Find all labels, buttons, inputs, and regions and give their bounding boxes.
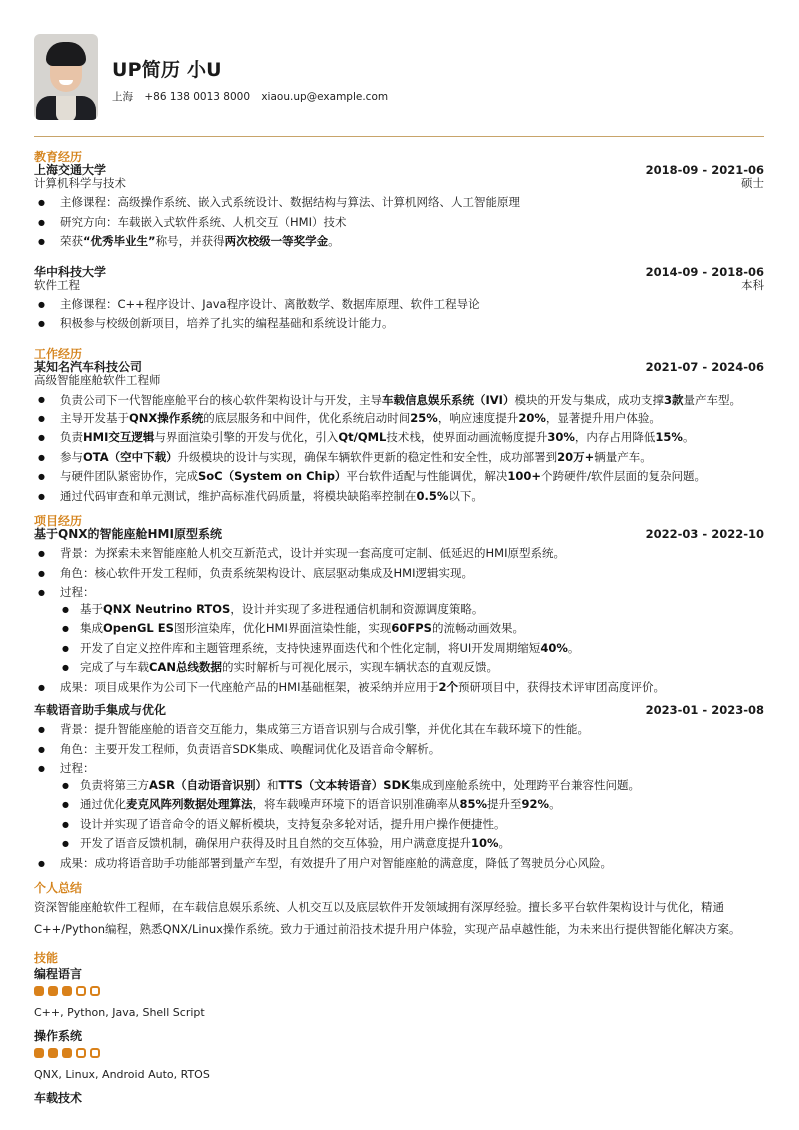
resume-header xyxy=(34,34,764,120)
entry-date: 2018-09 - 2021-06 xyxy=(645,163,764,177)
sub-bullet-list xyxy=(60,776,764,854)
profile-photo xyxy=(34,34,98,120)
list-item: ● 背景：为探索未来智能座舱人机交互新范式，设计并实现一套高度可定制、低延迟的HMI原型系统。 xyxy=(60,544,764,564)
list-item: ● 成果：项目成果作为公司下一代座舱产品的HMI基础框架，被采纳并应用于2个预研项目中，获得技术评审团高度评价。 xyxy=(60,678,764,698)
skill-detail: C++, Python, Java, Shell Script xyxy=(34,1006,205,1019)
work-section xyxy=(34,348,764,507)
list-item xyxy=(60,759,764,854)
contact-email[interactable]: xiaou.up@example.com xyxy=(261,90,389,103)
rating-dot-filled-icon xyxy=(62,1048,72,1058)
list-item: ● 主导开发基于QNX操作系统的底层服务和中间件，优化系统启动时间25%，响应速度提升20%，显著提升用户体验。 xyxy=(60,409,764,429)
project-name: 车载语音助手集成与优化 xyxy=(34,703,167,717)
entry-date: 2022-03 - 2022-10 xyxy=(645,527,764,541)
bullet-list xyxy=(34,720,764,873)
candidate-name: UP简历 小U xyxy=(112,58,222,81)
section-title-summary: 个人总结 xyxy=(34,881,83,895)
list-item: ● 负责HMI交互逻辑与界面渲染引擎的开发与优化，引入Qt/QML技术栈，使界面动画流畅度提升30%，内存占用降低15%。 xyxy=(60,428,764,448)
list-item: ● 成果：成功将语音助手功能部署到量产车型，有效提升了用户对智能座舱的满意度，降低了驾驶员分心风险。 xyxy=(60,854,764,874)
rating-dot-empty-icon xyxy=(76,1048,86,1058)
school-name: 上海交通大学 xyxy=(34,163,107,177)
skill-detail: QNX, Linux, Android Auto, RTOS xyxy=(34,1068,210,1081)
rating-dot-filled-icon xyxy=(48,1048,58,1058)
list-item: ● 积极参与校级创新项目，培养了扎实的编程基础和系统设计能力。 xyxy=(60,314,764,334)
summary-section xyxy=(34,882,764,940)
skill-rating xyxy=(34,986,764,996)
bullet-list xyxy=(34,544,764,697)
contact-phone: +86 138 0013 8000 xyxy=(144,90,250,103)
major: 计算机科学与技术 xyxy=(34,176,126,190)
projects-section xyxy=(34,515,764,873)
list-item: ● 开发了语音反馈机制，确保用户获得及时且自然的交互体验，用户满意度提升10%。 xyxy=(80,834,764,854)
list-item: ● 集成OpenGL ES图形渲染库，优化HMI界面渲染性能，实现60FPS的流畅动画效果。 xyxy=(80,619,764,639)
resume-page xyxy=(34,34,764,1105)
list-item: ● 荣获“优秀毕业生”称号，并获得两次校级一等奖学金。 xyxy=(60,232,764,252)
project-entry xyxy=(34,704,764,873)
skill-name: 车载技术 xyxy=(34,1091,83,1105)
skill-item xyxy=(34,1029,764,1081)
list-item: ● 通过优化麦克风阵列数据处理算法，将车载噪声环境下的语音识别准确率从85%提升至92%。 xyxy=(80,795,764,815)
header-text xyxy=(112,51,396,104)
section-title-skills: 技能 xyxy=(34,951,59,965)
education-entry xyxy=(34,164,764,252)
entry-date: 2014-09 - 2018-06 xyxy=(645,264,764,279)
rating-dot-filled-icon xyxy=(34,1048,44,1058)
rating-dot-empty-icon xyxy=(90,986,100,996)
list-item: ● 基于QNX Neutrino RTOS，设计并实现了多进程通信机制和资源调度策略。 xyxy=(80,600,764,620)
contact-line xyxy=(112,89,396,104)
section-title-education: 教育经历 xyxy=(34,150,83,164)
list-item: ● 与硬件团队紧密协作，完成SoC（System on Chip）平台软件适配与性能调优，解决100+个跨硬件/软件层面的复杂问题。 xyxy=(60,467,764,487)
job-title: 高级智能座舱软件工程师 xyxy=(34,372,161,387)
entry-date: 2021-07 - 2024-06 xyxy=(645,359,764,374)
section-title-projects: 项目经历 xyxy=(34,514,83,528)
section-title-work: 工作经历 xyxy=(34,346,83,361)
degree: 本科 xyxy=(741,277,764,292)
bullet-list xyxy=(34,390,764,507)
process-label: 过程： xyxy=(60,585,95,599)
process-label: 过程： xyxy=(60,761,95,775)
bullet-list xyxy=(34,295,764,334)
list-item: ● 参与OTA（空中下载）升级模块的设计与实现，确保车辆软件更新的稳定性和安全性，成功部署到20万+辆量产车。 xyxy=(60,448,764,468)
list-item: ● 角色：主要开发工程师，负责语音SDK集成、唤醒词优化及语音命令解析。 xyxy=(60,740,764,760)
school-name: 华中科技大学 xyxy=(34,264,107,279)
list-item: ● 通过代码审查和单元测试，维护高标准代码质量，将模块缺陷率控制在0.5%以下。 xyxy=(60,487,764,507)
project-name: 基于QNX的智能座舱HMI原型系统 xyxy=(34,527,222,541)
list-item: ● 设计并实现了语音命令的语义解析模块，支持复杂多轮对话，提升用户操作便捷性。 xyxy=(80,815,764,835)
bullet-list xyxy=(34,193,764,252)
skill-item xyxy=(34,1091,764,1105)
header-divider xyxy=(34,136,764,137)
education-entry xyxy=(34,266,764,334)
skill-name: 编程语言 xyxy=(34,967,83,981)
skill-item xyxy=(34,967,764,1019)
skills-section xyxy=(34,952,764,1105)
list-item: ● 负责公司下一代智能座舱平台的核心软件架构设计与开发，主导车载信息娱乐系统（IVI）模块的开发与集成，成功支撑3款量产车型。 xyxy=(60,390,764,409)
rating-dot-filled-icon xyxy=(62,986,72,996)
degree: 硕士 xyxy=(741,176,764,190)
contact-city: 上海 xyxy=(112,90,133,103)
education-section xyxy=(34,151,764,334)
list-item: ● 主修课程：C++程序设计、Java程序设计、离散数学、数据库原理、软件工程导论 xyxy=(60,295,764,315)
sub-bullet-list xyxy=(60,600,764,678)
rating-dot-empty-icon xyxy=(76,986,86,996)
summary-text: 资深智能座舱软件工程师，在车载信息娱乐系统、人机交互以及底层软件开发领域拥有深厚经验。擅长多平台软件架构设计与优化，精通C++/Python编程，熟悉QNX/Linux操作系统。致力于通过前沿技术提升用户体验，实现产品卓越性能，为未来出行提供智能化解决方案。 xyxy=(34,900,741,936)
list-item: ● 研究方向：车载嵌入式软件系统、人机交互（HMI）技术 xyxy=(60,213,764,233)
list-item: ● 开发了自定义控件库和主题管理系统，支持快速界面迭代和个性化定制，将UI开发周期缩短40%。 xyxy=(80,639,764,659)
skill-name: 操作系统 xyxy=(34,1029,83,1043)
company-name: 某知名汽车科技公司 xyxy=(34,359,143,374)
major: 软件工程 xyxy=(34,277,80,292)
list-item: ● 完成了与车载CAN总线数据的实时解析与可视化展示，实现车辆状态的直观反馈。 xyxy=(80,658,764,678)
list-item xyxy=(60,583,764,678)
entry-date: 2023-01 - 2023-08 xyxy=(645,703,764,717)
list-item: ● 背景：提升智能座舱的语音交互能力，集成第三方语音识别与合成引擎，并优化其在车载环境下的性能。 xyxy=(60,720,764,740)
list-item: ● 主修课程：高级操作系统、嵌入式系统设计、数据结构与算法、计算机网络、人工智能原理 xyxy=(60,193,764,213)
rating-dot-empty-icon xyxy=(90,1048,100,1058)
rating-dot-filled-icon xyxy=(48,986,58,996)
project-entry xyxy=(34,528,764,697)
list-item: ● 负责将第三方ASR（自动语音识别）和TTS（文本转语音）SDK集成到座舱系统中，处理跨平台兼容性问题。 xyxy=(80,776,764,796)
rating-dot-filled-icon xyxy=(34,986,44,996)
list-item: ● 角色：核心软件开发工程师，负责系统架构设计、底层驱动集成及HMI逻辑实现。 xyxy=(60,564,764,584)
skill-rating xyxy=(34,1048,764,1058)
